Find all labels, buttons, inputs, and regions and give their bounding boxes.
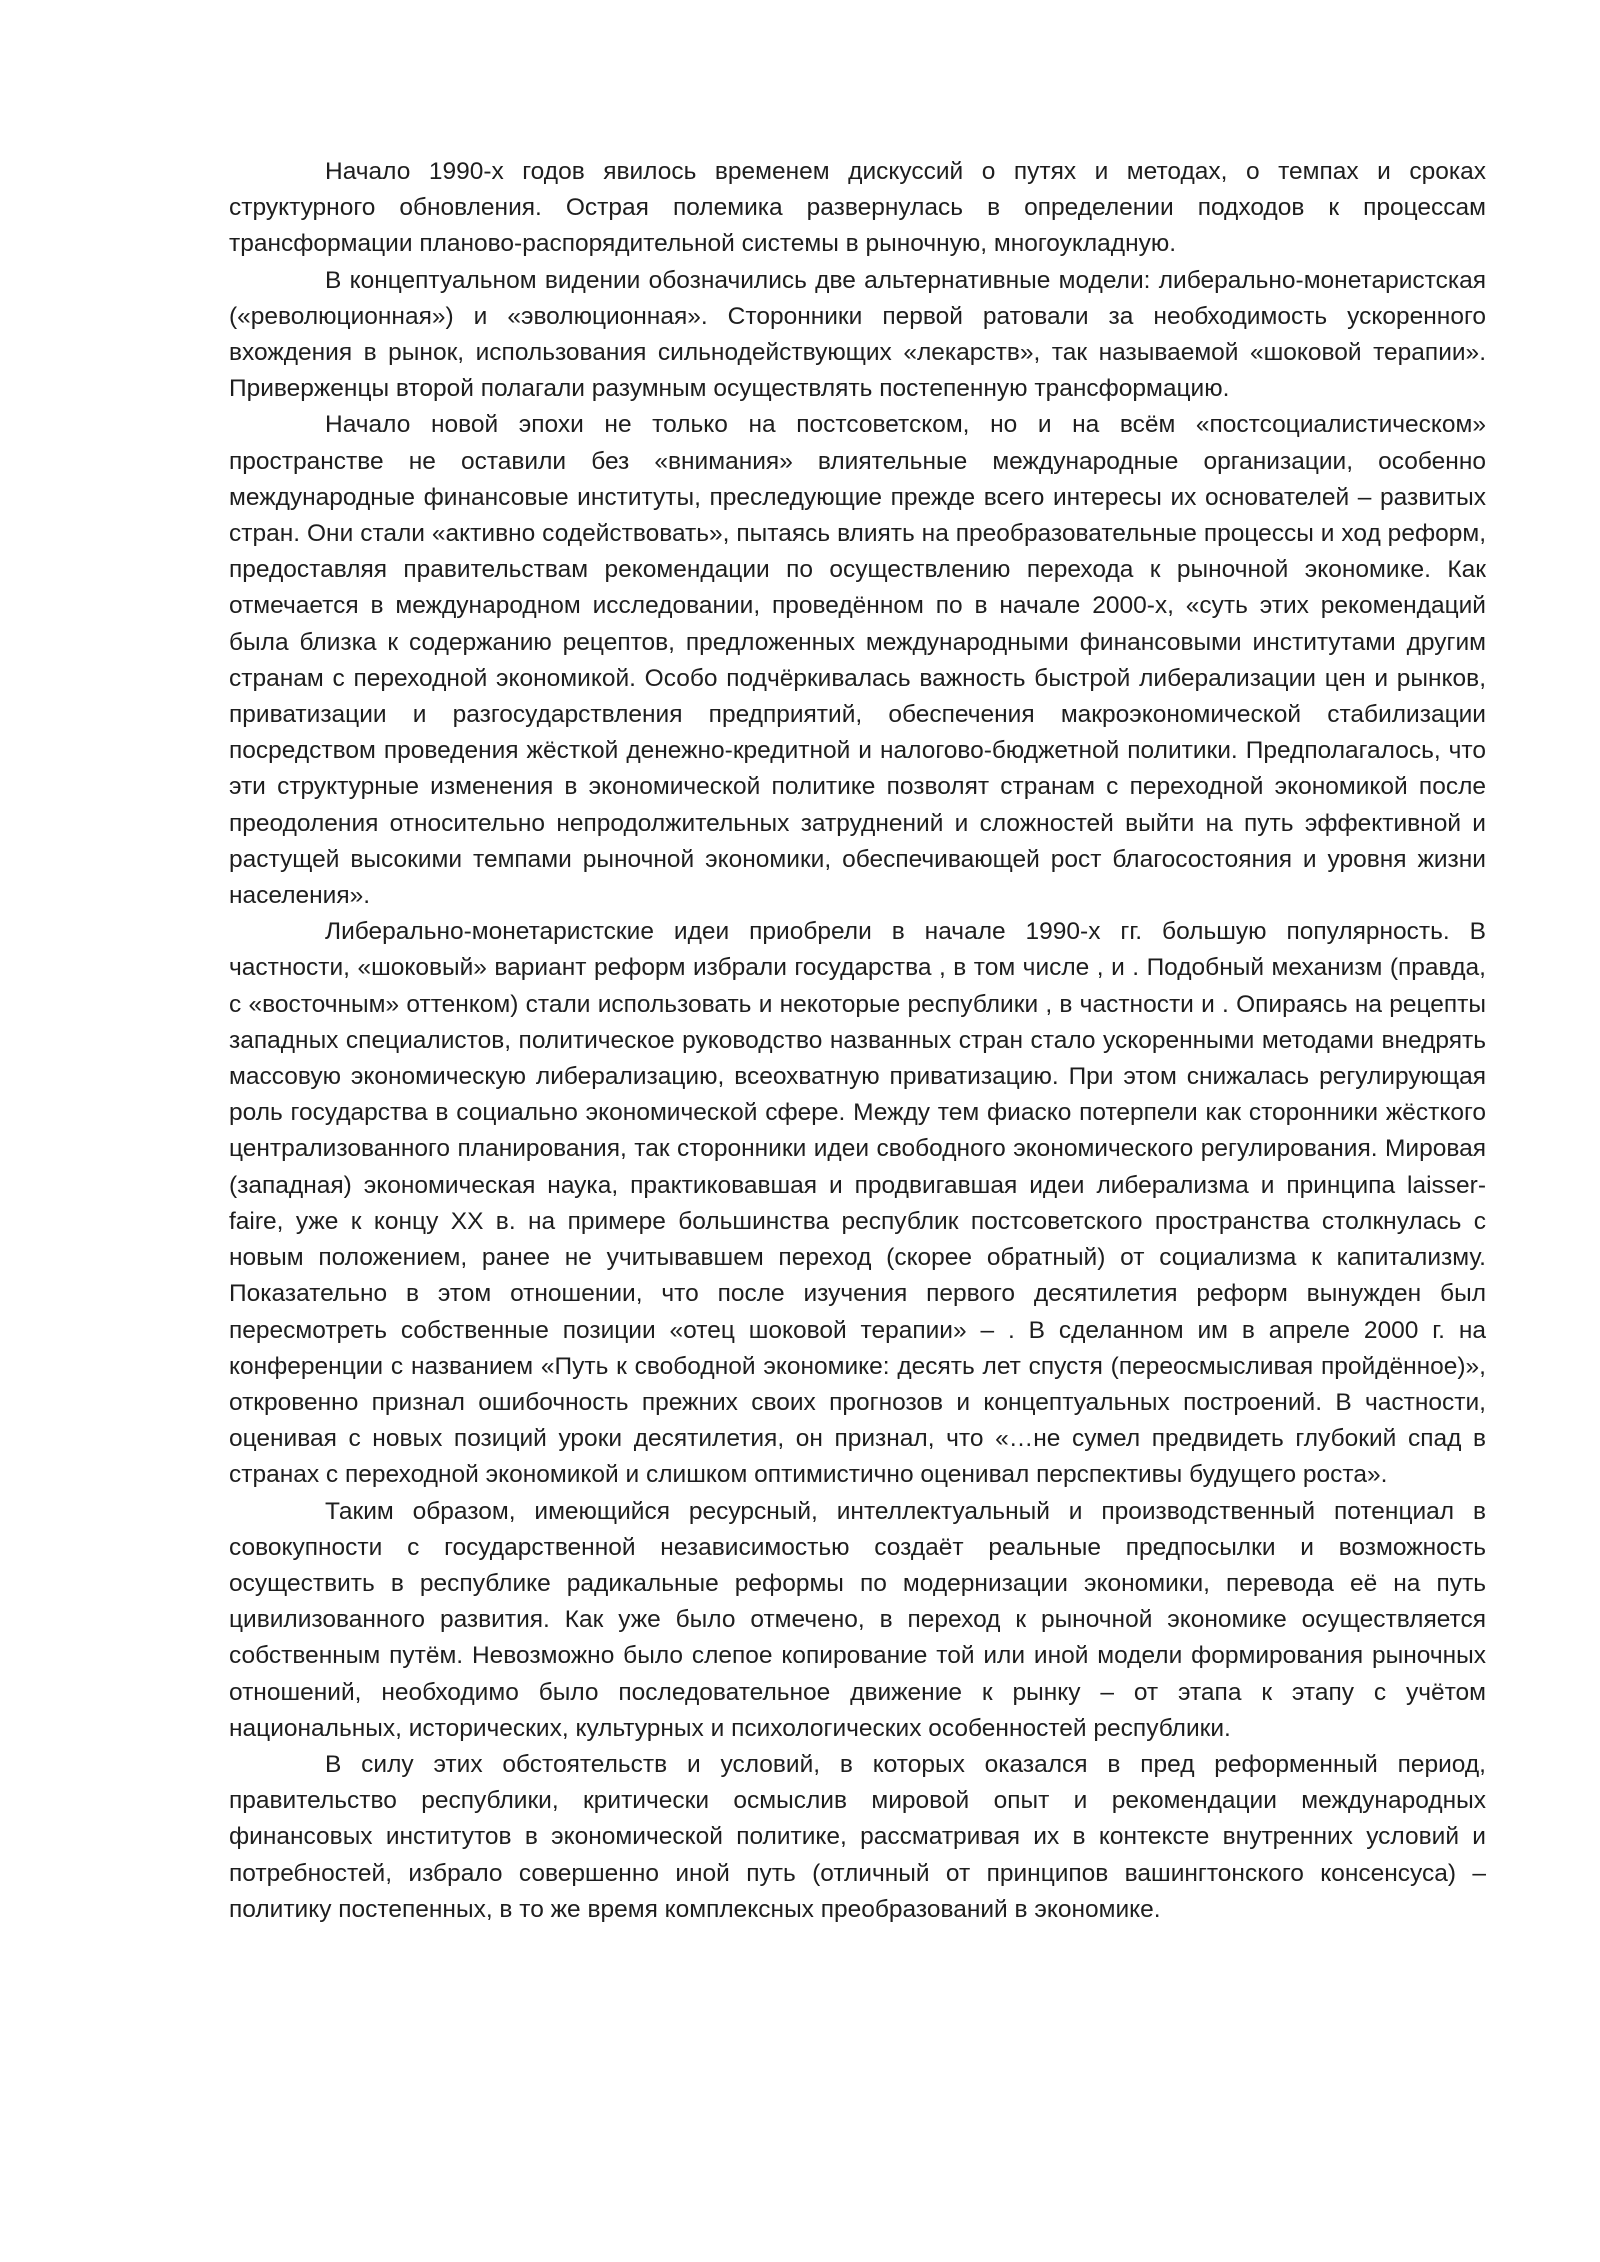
document-body bbox=[229, 154, 1486, 1928]
paragraph-3: Начало новой эпохи не только на постсоветском, но и на всём «постсоциалистическом» пространстве не оставили без «внимания» влиятельные международные организации, особенно международные финансовые институты, преследующие прежде всего интересы их основателей – развитых стран. Они стали «активно содействовать», пытаясь влиять на преобразовательные процессы и ход реформ, предоставляя правительствам рекомендации по осуществлению перехода к рыночной экономике. Как отмечается в международном исследовании, проведённом по в начале 2000-х, «суть этих рекомендаций была близка к содержанию рецептов, предложенных международными финансовыми институтами другим странам с переходной экономикой. Особо подчёркивалась важность быстрой либерализации цен и рынков, приватизации и разгосударствления предприятий, обеспечения макроэкономической стабилизации посредством проведения жёсткой денежно-кредитной и налогово-бюджетной политики. Предполагалось, что эти структурные изменения в экономической политике позволят странам с переходной экономикой после преодоления относительно непродолжительных затруднений и сложностей выйти на путь эффективной и растущей высокими темпами рыночной экономики, обеспечивающей рост благосостояния и уровня жизни населения». bbox=[229, 411, 1486, 910]
paragraph-2: В концептуальном видении обозначились две альтернативные модели: либерально-монетаристская («революционная») и «эволюционная». Сторонники первой ратовали за необходимость ускоренного вхождения в рынок, использования сильнодействующих «лекарств», так называемой «шоковой терапии». Приверженцы второй полагали разумным осуществлять постепенную трансформацию. bbox=[229, 266, 1486, 403]
paragraph-4: Либерально-монетаристские идеи приобрели в начале 1990-х гг. большую популярность. В частности, «шоковый» вариант реформ избрали государства , в том числе , и . Подобный механизм (правда, с «восточным» оттенком) стали использовать и некоторые республики , в частности и . Опираясь на рецепты западных специалистов, политическое руководство названных стран стало ускоренными методами внедрять массовую экономическую либерализацию, всеохватную приватизацию. При этом снижалась регулирующая роль государства в социально экономической сфере. Между тем фиаско потерпели как сторонники жёсткого централизованного планирования, так сторонники идеи свободного экономического регулирования. Мировая (западная) экономическая наука, практиковавшая и продвигавшая идеи либерализма и принципа laisser-faire, уже к концу XX в. на примере большинства республик постсоветского пространства столкнулась с новым положением, ранее не учитывавшем переход (скорее обратный) от социализма к капитализму. Показательно в этом отношении, что после изучения первого десятилетия реформ вынужден был пересмотреть собственные позиции «отец шоковой терапии» – . В сделанном им в апреле 2000 г. на конференции с названием «Путь к свободной экономике: десять лет спустя (переосмысливая пройдённое)», откровенно признал ошибочность прежних своих прогнозов и концептуальных построений. В частности, оценивая с новых позиций уроки десятилетия, он признал, что «…не сумел предвидеть глубокий спад в странах с переходной экономикой и слишком оптимистично оценивал перспективы будущего роста». bbox=[229, 918, 1486, 1489]
paragraph-6: В силу этих обстоятельств и условий, в которых оказался в пред реформенный период, правительство республики, критически осмыслив мировой опыт и рекомендации международных финансовых институтов в экономической политике, рассматривая их в контексте внутренних условий и потребностей, избрало совершенно иной путь (отличный от принципов вашингтонского консенсуса) – политику постепенных, в то же время комплексных преобразований в экономике. bbox=[229, 1750, 1486, 1923]
paragraph-1: Начало 1990-х годов явилось временем дискуссий о путях и методах, о темпах и сроках структурного обновления. Острая полемика развернулась в определении подходов к процессам трансформации планово-распорядительной системы в рыночную, многоукладную. bbox=[229, 158, 1486, 258]
paragraph-5: Таким образом, имеющийся ресурсный, интеллектуальный и производственный потенциал в совокупности с государственной независимостью создаёт реальные предпосылки и возможность осуществить в республике радикальные реформы по модернизации экономики, перевода её на путь цивилизованного развития. Как уже было отмечено, в переход к рыночной экономике осуществляется собственным путём. Невозможно было слепое копирование той или иной модели формирования рыночных отношений, необходимо было последовательное движение к рынку – от этапа к этапу с учётом национальных, исторических, культурных и психологических особенностей республики. bbox=[229, 1497, 1486, 1742]
